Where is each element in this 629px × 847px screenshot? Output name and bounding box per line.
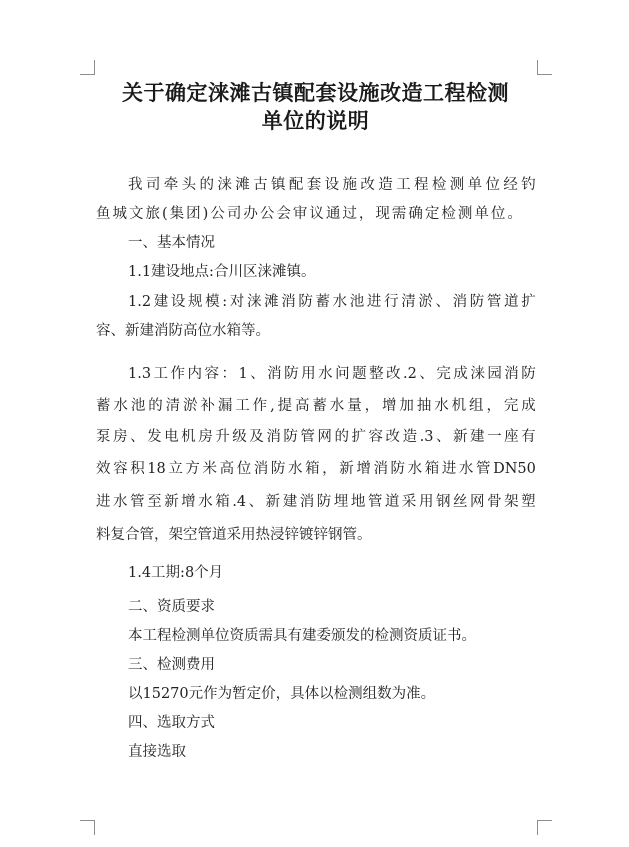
- crop-mark-bottom-right: [537, 820, 552, 835]
- section-heading-selection-method: 四、选取方式: [128, 715, 215, 731]
- testing-fee-text: 以15270元作为暂定价，具体以检测组数为准。: [128, 686, 436, 702]
- item-construction-scale-line-2: 容、新建消防高位水箱等。: [96, 323, 270, 339]
- item-work-content-line-6: 料复合管，架空管道采用热浸锌镀锌钢管。: [96, 527, 372, 543]
- section-heading-testing-fee: 三、检测费用: [128, 657, 215, 673]
- section-heading-basic-info: 一、基本情况: [128, 235, 215, 251]
- item-work-content-line-2: 蓄 水 池 的 清 淤 补 漏 工 作 , 提 高 蓄 水 量 ， 增 加 抽 水 机 组 ， 完 成: [96, 398, 536, 414]
- crop-mark-bottom-left: [80, 820, 95, 835]
- item-construction-scale-line-1: 1.2 建 设 规 模 : 对 涞 滩 消 防 蓄 水 池 进 行 清 淤 、 消 防 管 道 扩: [128, 294, 536, 310]
- paragraph-intro-line-1: 我 司 牵 头 的 涞 滩 古 镇 配 套 设 施 改 造 工 程 检 测 单 位 经 钓: [128, 177, 536, 193]
- document-title-line-1: 关于确定涞滩古镇配套设施改造工程检测: [122, 80, 509, 105]
- paragraph-intro-line-2: 鱼 城 文 旅 ( 集 团 ) 公 司 办 公 会 审 议 通 过 ， 现 需 确 定 检 测 单 位 。: [96, 206, 522, 222]
- document-title-line-2: 单位的说明: [261, 108, 370, 133]
- selection-method-text: 直接选取: [128, 744, 186, 760]
- item-work-content-line-3: 泵 房 、 发 电 机 房 升 级 及 消 防 管 网 的 扩 容 改 造 .3 、 新 建 一 座 有: [96, 429, 536, 445]
- crop-mark-top-left: [80, 60, 95, 75]
- qualification-requirement-text: 本工程检测单位资质需具有建委颁发的检测资质证书。: [128, 628, 476, 644]
- item-construction-period: 1.4工期:8个月: [128, 565, 224, 581]
- section-heading-qualification: 二、资质要求: [128, 599, 215, 615]
- item-work-content-line-4: 效 容 积 18 立 方 米 高 位 消 防 水 箱 ， 新 增 消 防 水 箱 进 水 管 DN50: [96, 461, 536, 477]
- item-work-content-line-5: 进 水 管 至 新 增 水 箱 .4 、 新 建 消 防 埋 地 管 道 采 用 钢 丝 网 骨 架 塑: [96, 494, 536, 510]
- item-work-content-line-1: 1.3 工 作 内 容 ： 1 、 消 防 用 水 问 题 整 改 .2 、 完 成 涞 园 消 防: [128, 366, 536, 382]
- item-construction-site: 1.1建设地点:合川区涞滩镇。: [128, 264, 316, 280]
- crop-mark-top-right: [537, 60, 552, 75]
